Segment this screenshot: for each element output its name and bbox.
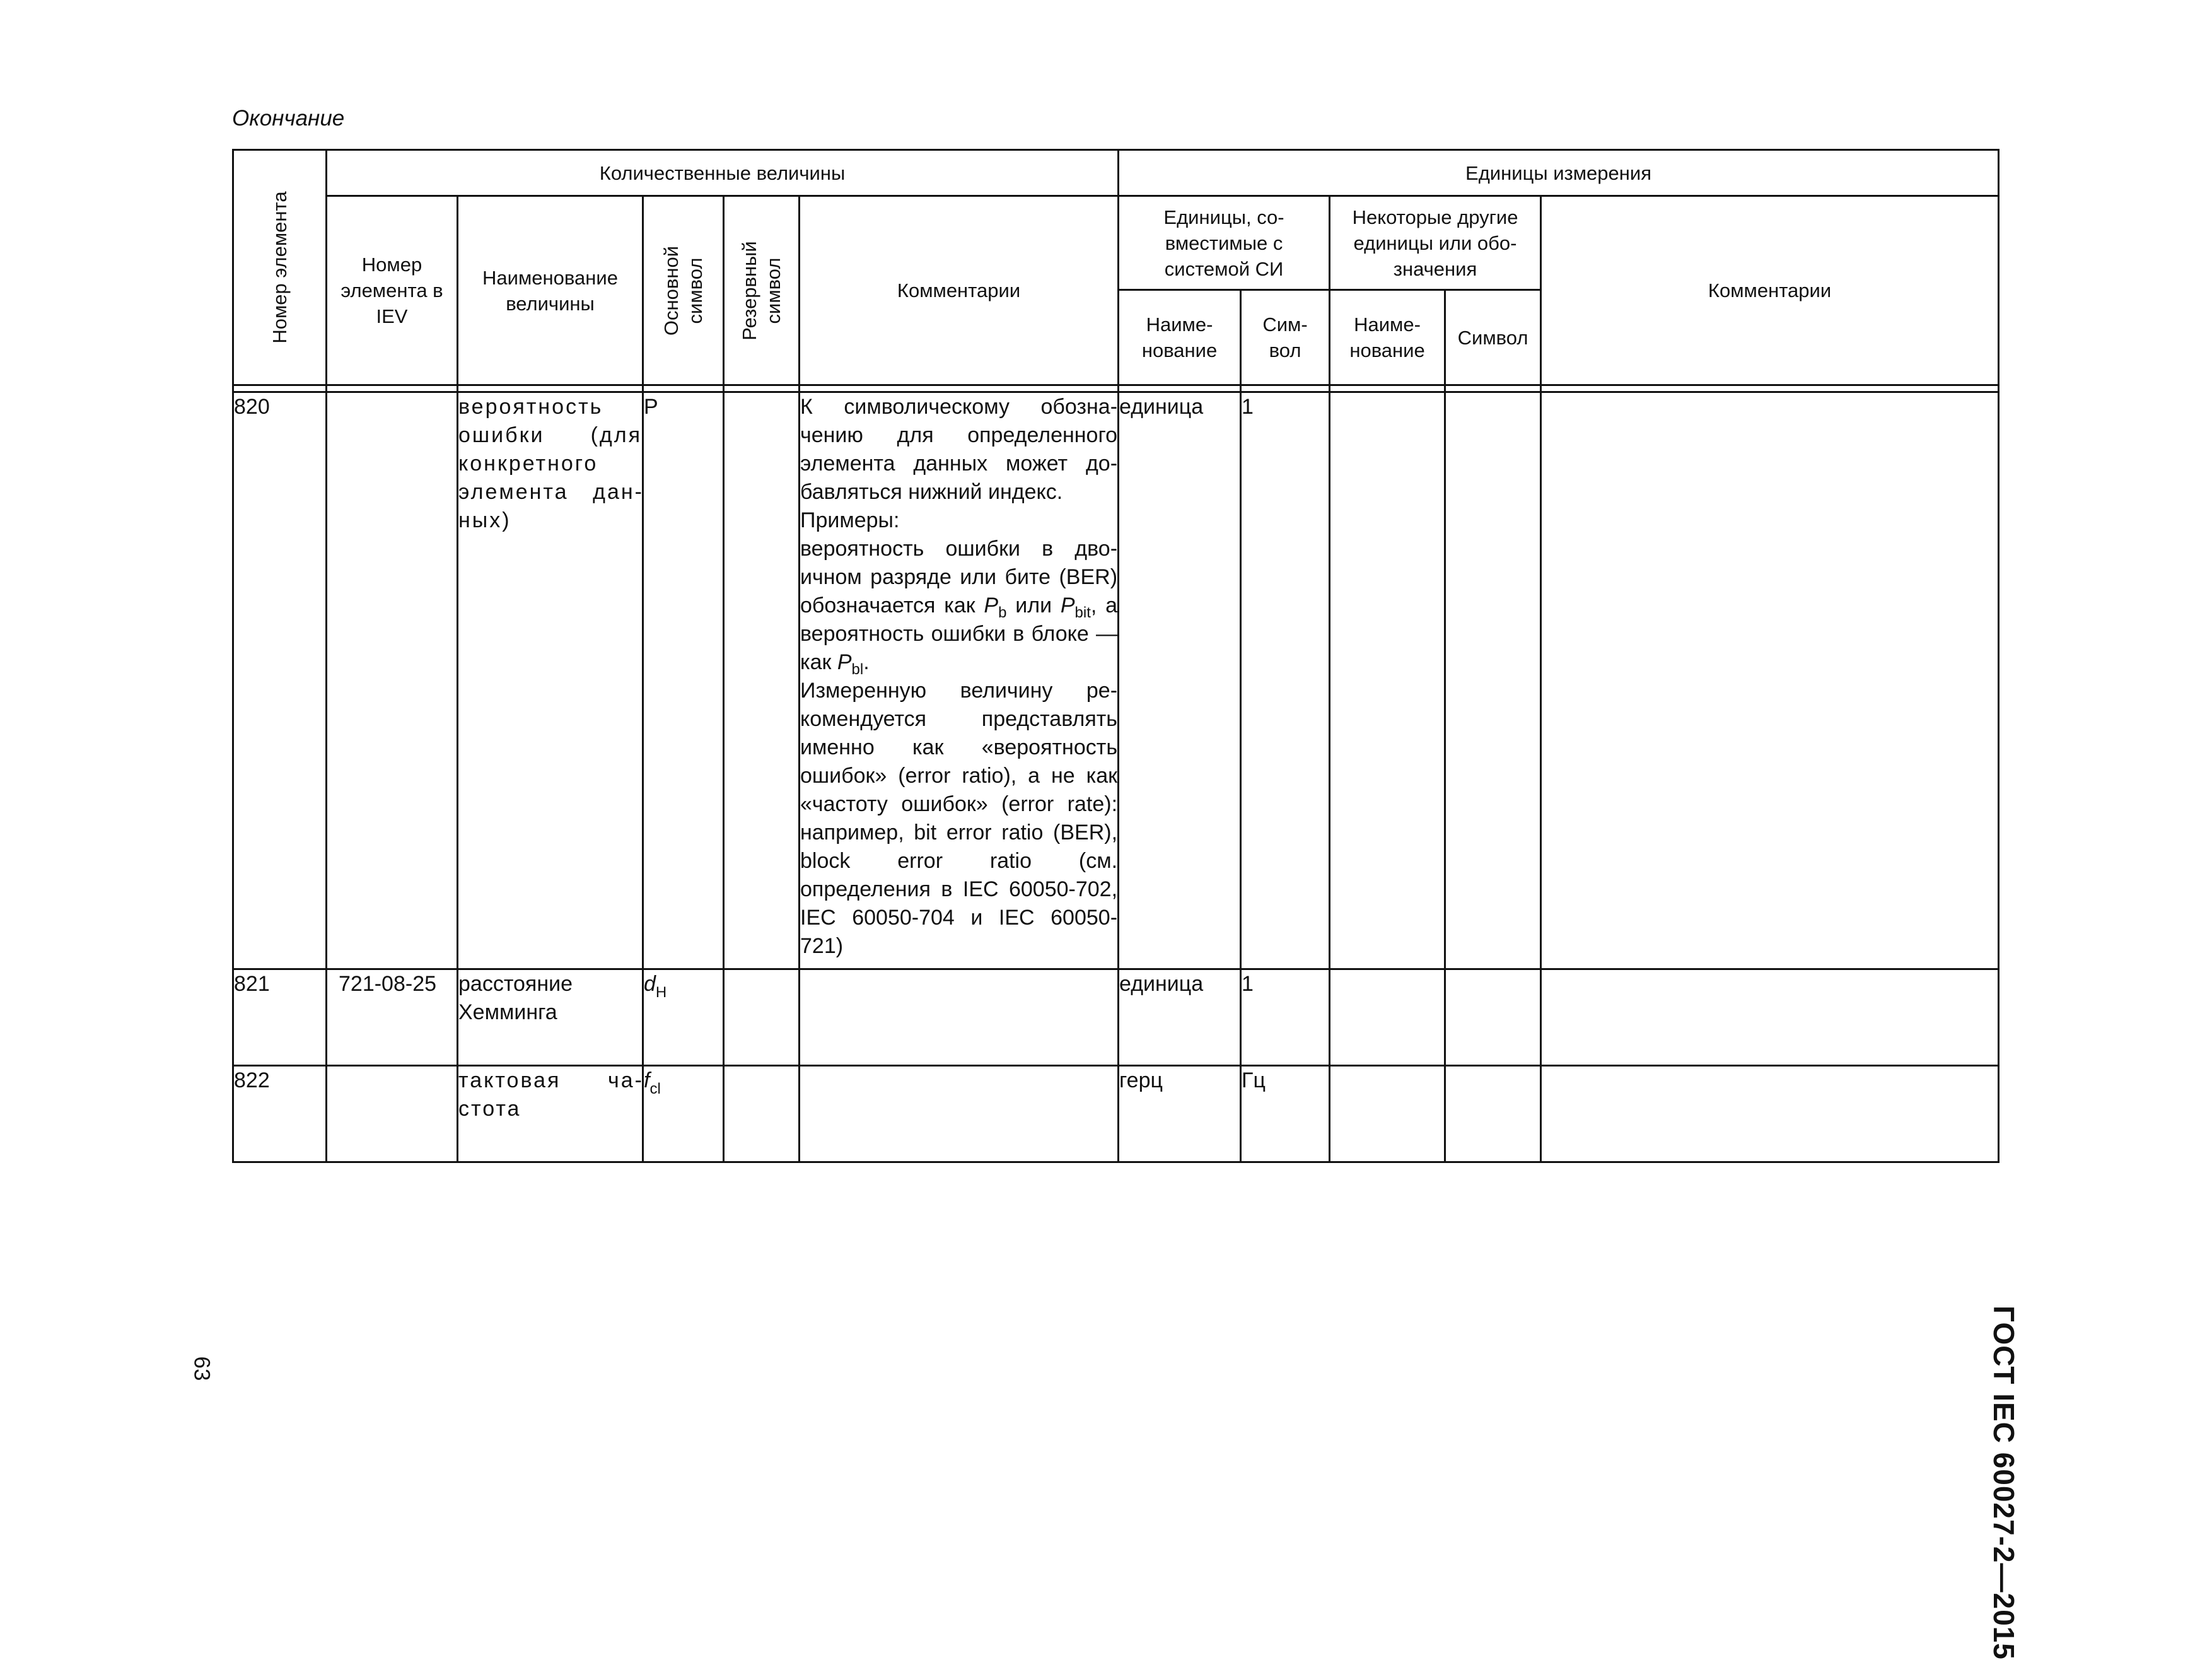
- comment-ber-text: вероятность ошибки в двоичном разряде или бите (BER) обозначается как $P_b$ или $P_{bit}$, а вероятность ошибки в блоке — как $P_{bl}$.: [800, 537, 1118, 678]
- row-reserve-symbol: [724, 1066, 800, 1162]
- header-main-symbol: Основной символ: [643, 196, 724, 385]
- comment-intro: К символическому обозначению для определенного элемента данных может добавляться нижний индекс.: [800, 395, 1118, 504]
- row-si-symbol: 1: [1241, 969, 1330, 1066]
- header-separator: [233, 385, 1999, 392]
- row-other-name: [1330, 969, 1445, 1066]
- row-main-symbol: P: [643, 392, 724, 969]
- row-unit-comments: [1541, 1066, 1999, 1162]
- comment-examples-label: Примеры:: [800, 508, 900, 532]
- standard-designation: ГОСТ IEC 60027-2—2015: [1988, 1306, 2020, 1660]
- header-comments-quantities: Комментарии: [800, 196, 1119, 385]
- row-quantity-name: вероятность ошибки (для конкретного элемента данных): [458, 392, 643, 969]
- row-reserve-symbol: [724, 392, 800, 969]
- row-other-name: [1330, 392, 1445, 969]
- row-si-name: единица: [1119, 969, 1241, 1066]
- row-si-symbol: Гц: [1241, 1066, 1330, 1162]
- header-quantity-name: Наименование величины: [458, 196, 643, 385]
- header-iev-no: Номер элемента в IEV: [327, 196, 458, 385]
- row-other-symbol: [1445, 392, 1541, 969]
- row-iev-no: [327, 392, 458, 969]
- row-element-no: 821: [233, 969, 327, 1066]
- row-quantity-name: тактовая частота: [458, 1066, 643, 1162]
- row-unit-comments: [1541, 969, 1999, 1066]
- row-comment: [800, 392, 1119, 969]
- row-iev-no: [327, 1066, 458, 1162]
- row-other-name: [1330, 1066, 1445, 1162]
- quantities-units-table: [232, 149, 2000, 1163]
- table-row: [233, 392, 1999, 969]
- row-comment: [800, 1066, 1119, 1162]
- header-other-units: Некоторые другие единицы или обозначения: [1330, 196, 1541, 290]
- row-unit-comments: [1541, 392, 1999, 969]
- header-quantities: Количественные величины: [327, 150, 1119, 196]
- table-row: [233, 1066, 1999, 1162]
- row-si-name: герц: [1119, 1066, 1241, 1162]
- row-iev-no: 721-08-25: [327, 969, 458, 1066]
- page-number: 63: [189, 1356, 214, 1381]
- table-continuation-caption: Окончание: [232, 106, 345, 131]
- header-other-name: Наименование: [1330, 290, 1445, 385]
- header-other-symbol: Символ: [1445, 290, 1541, 385]
- row-si-name: единица: [1119, 392, 1241, 969]
- row-comment: [800, 969, 1119, 1066]
- row-element-no: 822: [233, 1066, 327, 1162]
- row-si-symbol: 1: [1241, 392, 1330, 969]
- header-comments-units: Комментарии: [1541, 196, 1999, 385]
- header-units: Единицы измерения: [1119, 150, 1999, 196]
- header-reserve-symbol: Резервный символ: [724, 196, 800, 385]
- comment-rest: Измеренную величину рекомендуется представлять именно как «вероятность ошибок» (error ratio), а не как «частоту ошибок» (error rate): например, bit error ratio (BER), block error ratio (см. определения в IEC 60050-702, IEC 60050-704 и IEC 60050-721): [800, 679, 1118, 958]
- header-element-no: Номер элемента: [233, 150, 327, 385]
- row-other-symbol: [1445, 969, 1541, 1066]
- row-reserve-symbol: [724, 969, 800, 1066]
- row-main-symbol: $d_H$: [643, 969, 724, 1066]
- header-si-units: Единицы, совместимые с системой СИ: [1119, 196, 1330, 290]
- row-element-no: 820: [233, 392, 327, 969]
- table-row: [233, 969, 1999, 1066]
- header-si-name: Наименование: [1119, 290, 1241, 385]
- row-other-symbol: [1445, 1066, 1541, 1162]
- row-main-symbol: $f_{cl}$: [643, 1066, 724, 1162]
- header-si-symbol: Символ: [1241, 290, 1330, 385]
- row-quantity-name: расстояние Хемминга: [458, 969, 643, 1066]
